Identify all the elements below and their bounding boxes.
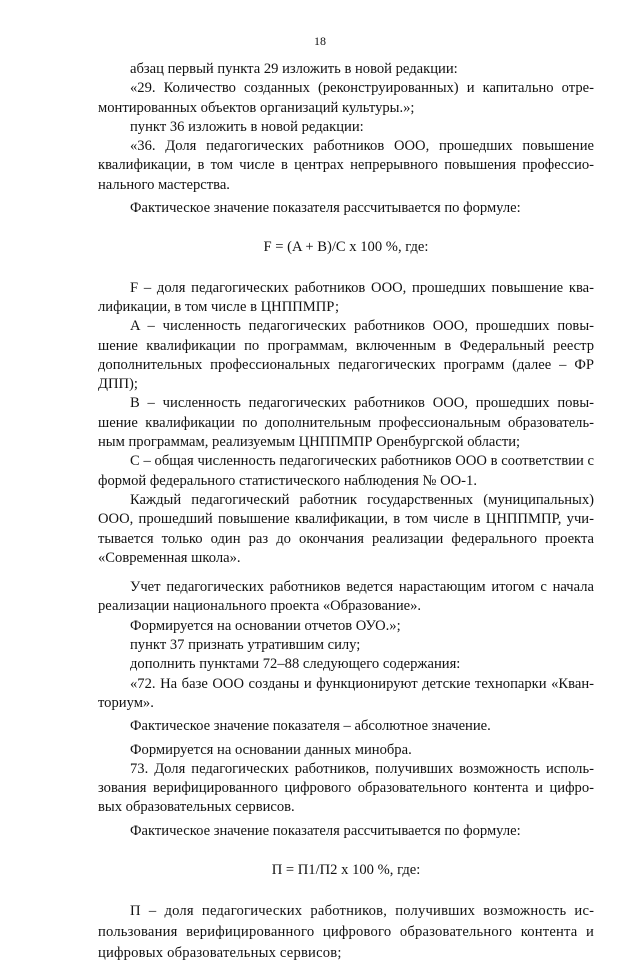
paragraph: абзац первый пункта 29 изложить в новой редакции: — [130, 61, 458, 77]
document-body — [98, 60, 594, 964]
formula-p: П = П1/П2 x 100 %, где: — [271, 861, 421, 878]
paragraph: Каждый педагогический работник государственных (муниципальных) ООО, прошедший повышение квалификации, в том числе в ЦНППМПР, учитывается только один раз до окончания реализации федерального проекта «Современная школа». — [98, 491, 594, 566]
paragraph: Фактическое значение показателя – абсолютное значение. — [130, 718, 491, 735]
paragraph: дополнить пунктами 72–88 следующего содержания: — [130, 656, 461, 673]
definition-p: П – доля педагогических работников, получивших возможность использования верифицированного цифрового образовательного контента и цифровых образовательных сервисов; — [98, 903, 594, 962]
definition-f: F – доля педагогических работников ООО, прошедших повышение квалификации, в том числе в ЦНППМПР; — [98, 279, 594, 315]
paragraph: Формируется на основании данных минобра. — [130, 741, 412, 758]
paragraph: пункт 36 изложить в новой редакции: — [130, 118, 364, 135]
paragraph: Фактическое значение показателя рассчитывается по формуле: — [130, 822, 521, 839]
definition-c: C – общая численность педагогических работников ООО в соответствии с формой федерального статистического наблюдения № ОО-1. — [98, 453, 594, 489]
paragraph: «29. Количество созданных (реконструированных) и капитально отремонтированных объектов организаций культуры.»; — [98, 80, 594, 116]
paragraph: Формируется на основании отчетов ОУО.»; — [130, 617, 401, 634]
paragraph: Учет педагогических работников ведется нарастающим итогом с начала реализации национального проекта «Образование». — [98, 579, 594, 615]
paragraph: пункт 37 признать утратившим силу; — [130, 637, 361, 654]
formula-f: F = (A + B)/C x 100 %, где: — [263, 239, 429, 256]
page-number: 18 — [314, 34, 326, 48]
definition-a: A – численность педагогических работников ООО, прошедших повышение квалификации по программам, включенным в Федеральный реестр дополнительных профессиональных педагогических программ (далее – ФР ДПП); — [98, 318, 594, 393]
paragraph: Фактическое значение показателя рассчитывается по формуле: — [130, 200, 521, 217]
paragraph: 73. Доля педагогических работников, получивших возможность использования верифицированного цифрового образовательного контента и цифровых образовательных сервисов. — [98, 760, 594, 816]
paragraph: «72. На базе ООО созданы и функционируют детские технопарки «Кванториум». — [98, 675, 594, 711]
definition-b: B – численность педагогических работников ООО, прошедших повышение квалификации по дополнительным профессиональным образовательным программам, реализуемым ЦНППМПР Оренбургской области; — [98, 395, 594, 451]
paragraph: «36. Доля педагогических работников ООО, прошедших повышение квалификации, в том числе в центрах непрерывного повышения профессионального мастерства. — [98, 138, 594, 193]
